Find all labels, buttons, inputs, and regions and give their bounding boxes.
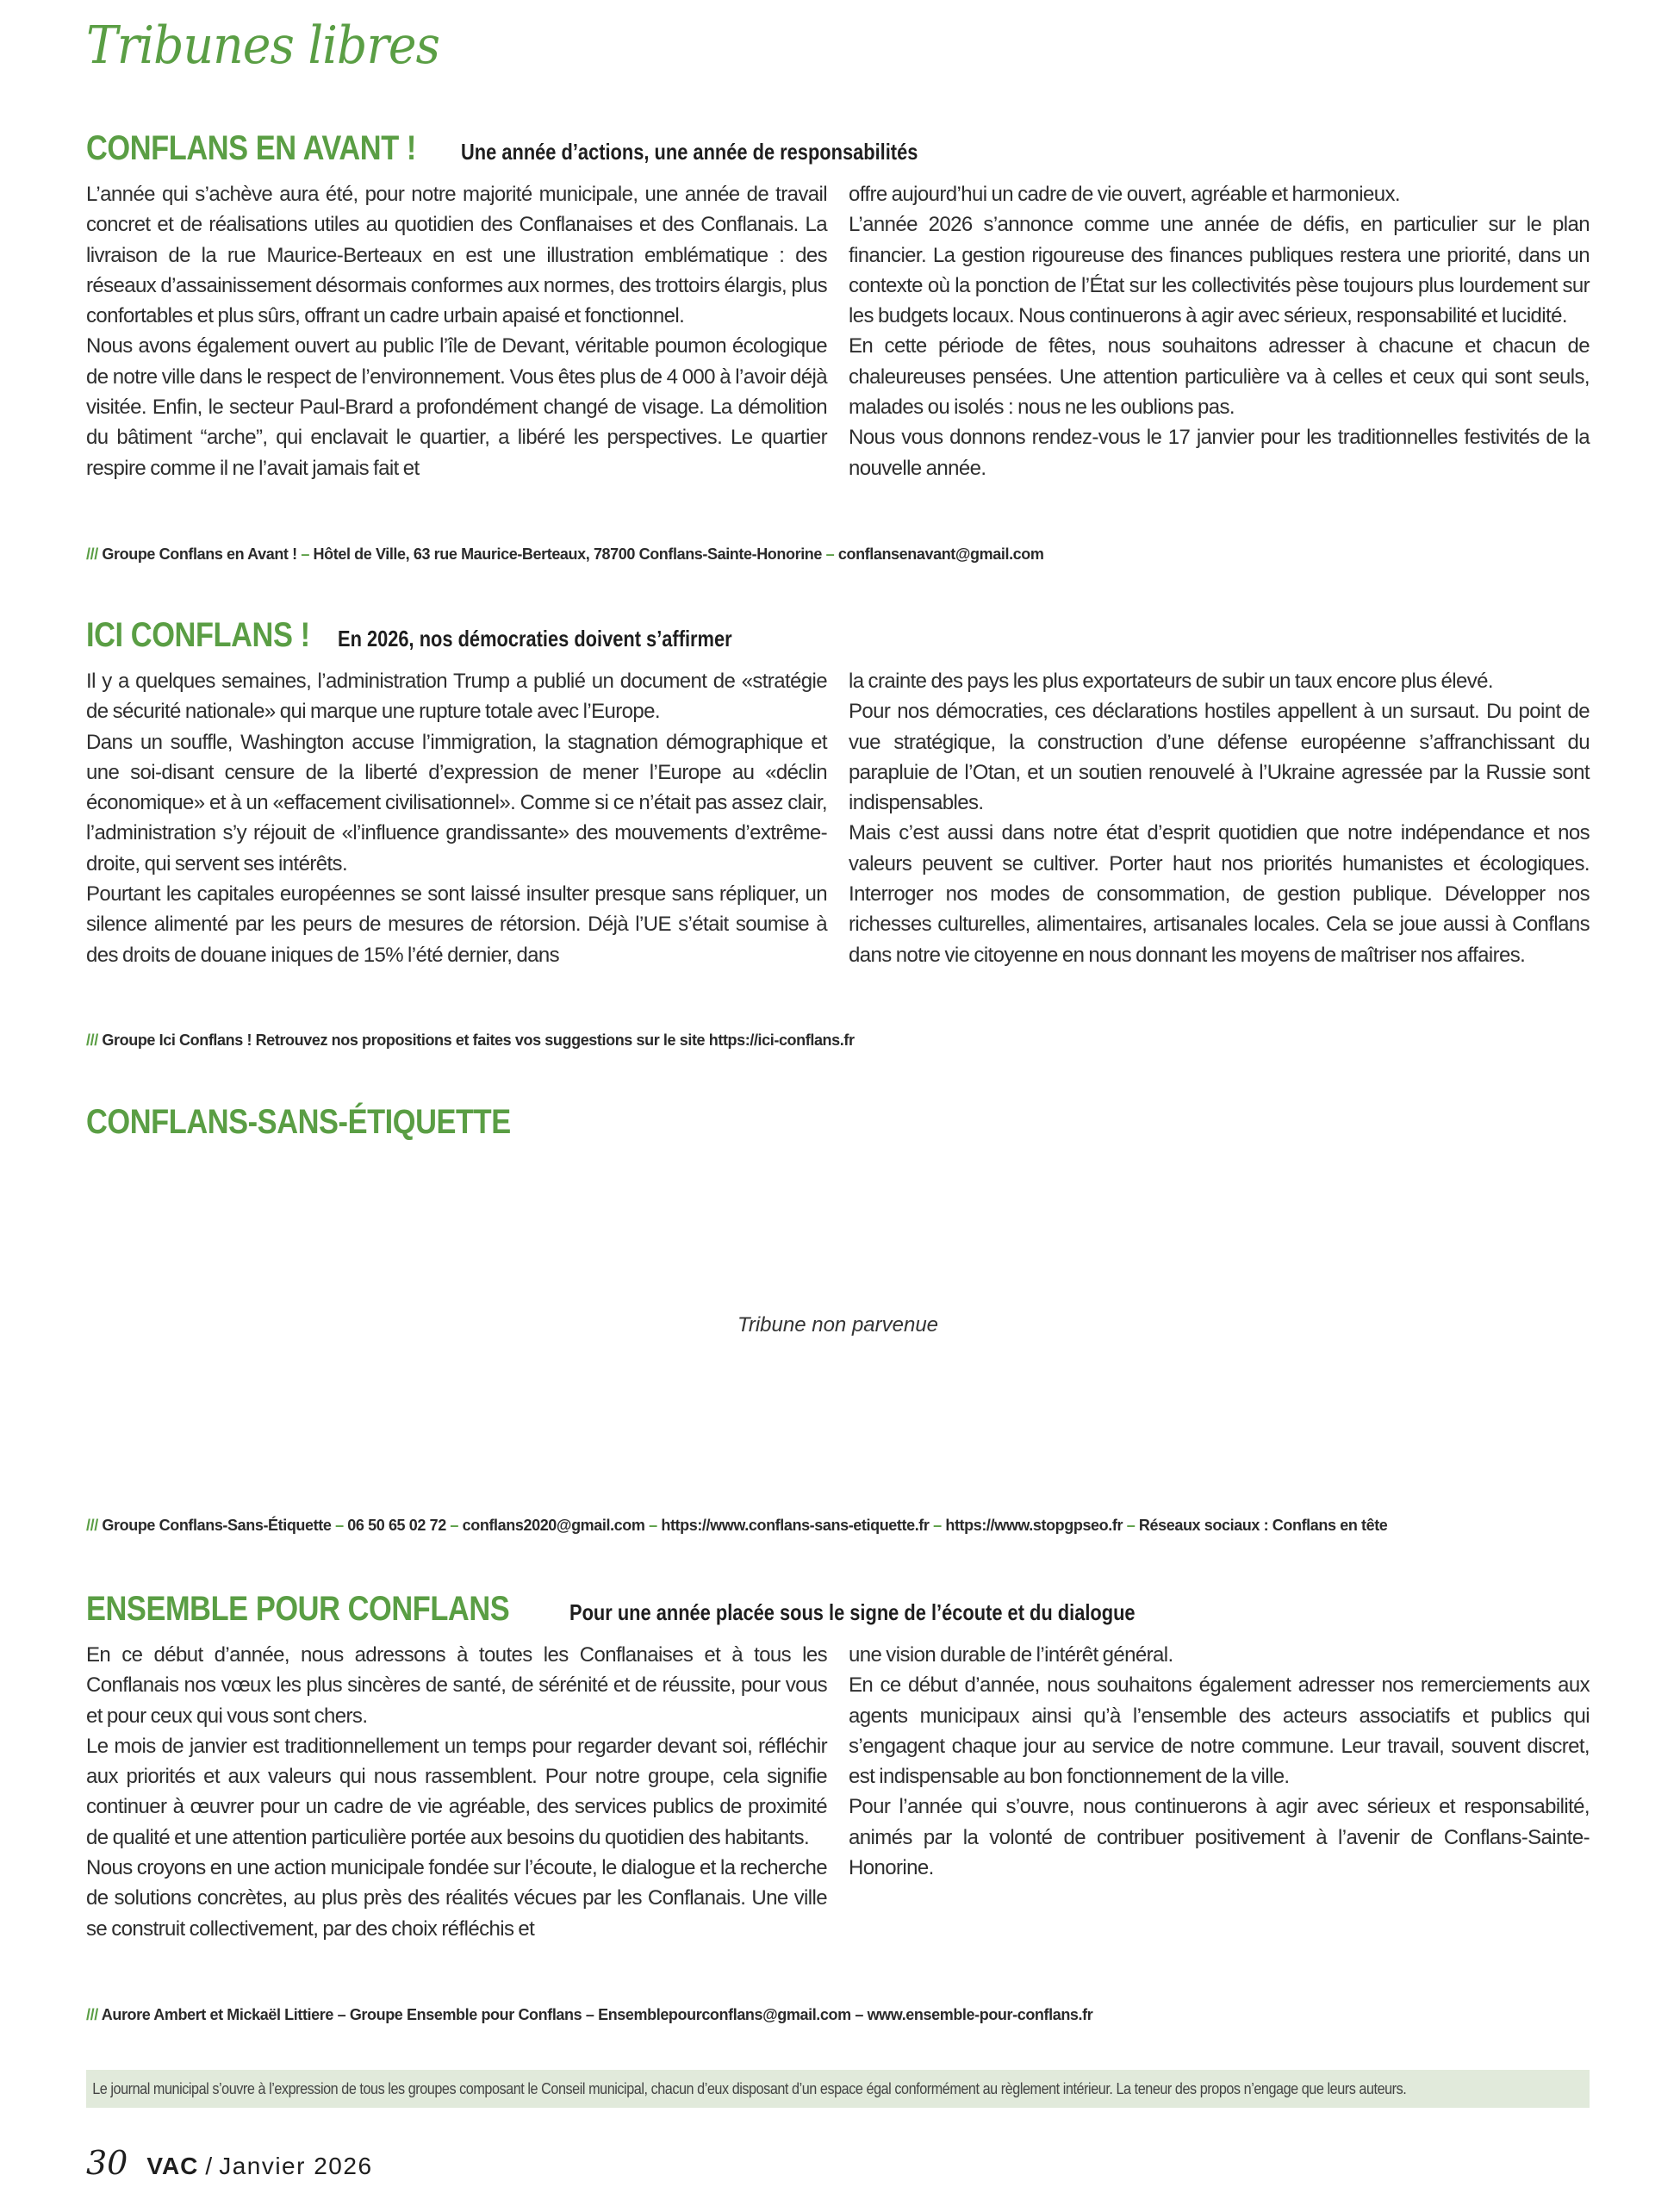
separator: –	[825, 545, 835, 563]
signature-website-2[interactable]: https://www.stopgpseo.fr	[945, 1517, 1123, 1534]
section-subtitle: Pour une année placée sous le signe de l’écoute et du dialogue	[569, 1599, 1136, 1625]
signature-authors: Aurore Ambert et Mickaël Littiere	[101, 2006, 333, 2023]
left-column	[86, 1640, 827, 1944]
tribune-ici-conflans	[86, 616, 1590, 1049]
signature-group: Groupe Ensemble pour Conflans	[349, 2006, 582, 2023]
missing-tribune-notice: Tribune non parvenue	[737, 1313, 939, 1337]
paragraph: Nous croyons en une action municipale fondée sur l’écoute, le dialogue et la recherche de solutions concrètes, au plus près des réalités vécues par les Conflanais. Une ville se construit collectivement, par des choix réfléchis et	[86, 1856, 827, 1941]
separator: –	[933, 1517, 942, 1534]
disclaimer-text: Le journal municipal s’ouvre à l’expression de tous les groupes composant le Conseil municipal, chacun d’eux disposant d’un espace égal conformément au règlement intérieur. La teneur des propos n’engage que leurs auteurs.	[92, 2079, 1407, 2097]
page-title: Tribunes libres	[86, 16, 440, 76]
paragraph: Pourtant les capitales européennes se sont laissé insulter presque sans répliquer, un silence alimenté par les peurs de mesures de rétorsion. Déjà l’UE s’était soumise à des droits de douane iniques de 15% l’été dernier, dans	[86, 882, 827, 967]
separator: –	[335, 1517, 344, 1534]
signature-email[interactable]: Ensemblepourconflans@gmail.com	[598, 2006, 851, 2023]
group-signature	[86, 1031, 855, 1050]
paragraph: une vision durable de l’intérêt général.	[849, 1643, 1173, 1667]
paragraph: L’année 2026 s’annonce comme une année de défis, en particulier sur le plan financier. La gestion rigoureuse des finances publiques restera une priorité, dans un contexte où la ponction de l’État sur les collectivités pèse toujours plus lourdement sur les budgets locaux. Nous continuerons à agir avec sérieux, responsabilité et lucidité.	[849, 213, 1590, 328]
signature-social: Réseaux sociaux : Conflans en tête	[1138, 1517, 1388, 1534]
paragraph: Pour l’année qui s’ouvre, nous continuerons à agir avec sérieux et responsabilité, animés par la volonté de contribuer positivement à l’avenir de Conflans-Sainte-Honorine.	[849, 1795, 1590, 1880]
signature-email[interactable]: conflans2020@gmail.com	[462, 1517, 645, 1534]
issue-date: Janvier 2026	[219, 2153, 373, 2179]
text-columns	[86, 179, 1590, 483]
signature-group: Groupe Conflans-Sans-Étiquette	[102, 1517, 332, 1534]
paragraph: Mais c’est aussi dans notre état d’esprit quotidien que notre indépendance et nos valeurs peuvent se cultiver. Porter haut nos priorités humanistes et écologiques. Interroger nos modes de consommation, de gestion publique. Développer nos richesses culturelles, alimentaires, artisanales locales. Cela se joue aussi à Conflans dans notre vie citoyenne en nous donnant les moyens de maîtriser nos affaires.	[849, 821, 1590, 967]
right-column	[849, 179, 1590, 483]
text-columns	[86, 666, 1590, 970]
section-subtitle: En 2026, nos démocraties doivent s’affirmer	[337, 626, 732, 651]
paragraph: En cette période de fêtes, nous souhaitons adresser à chacune et chacun de chaleureuses pensées. Une attention particulière va à celles et ceux qui sont seuls, malades ou isolés : nous ne les oublions pas.	[849, 334, 1590, 420]
signature-phone: 06 50 65 02 72	[347, 1517, 446, 1534]
signature-website[interactable]: https://www.conflans-sans-etiquette.fr	[661, 1517, 930, 1534]
separator: –	[301, 545, 309, 563]
section-header	[86, 1103, 1590, 1148]
signature-address: Hôtel de Ville, 63 rue Maurice-Berteaux, 78700 Conflans-Sainte-Honorine	[313, 545, 823, 563]
signature-email[interactable]: conflansenavant@gmail.com	[837, 545, 1044, 563]
signature-text: Groupe Ici Conflans ! Retrouvez nos propositions et faites vos suggestions sur le site https://ici-conflans.fr	[102, 1031, 855, 1049]
group-name: ICI CONFLANS !	[86, 616, 310, 654]
group-name: CONFLANS EN AVANT !	[86, 129, 416, 167]
section-header	[86, 1590, 1590, 1635]
section-header	[86, 616, 1590, 661]
separator: –	[337, 2006, 346, 2023]
left-column	[86, 666, 827, 970]
paragraph: Pour nos démocraties, ces déclarations hostiles appellent à un sursaut. Du point de vue stratégique, la construction d’une défense européenne s’affranchissant du parapluie de l’Otan, et un soutien renouvelé à l’Ukraine agressée par la Russie sont indispensables.	[849, 700, 1590, 815]
right-column	[849, 666, 1590, 970]
group-name: CONFLANS-SANS-ÉTIQUETTE	[86, 1103, 511, 1141]
page-number: 30	[86, 2144, 128, 2182]
section-header	[86, 129, 1590, 174]
paragraph: Le mois de janvier est traditionnellement un temps pour regarder devant soi, réfléchir aux priorités et aux valeurs qui nous rassemblent. Pour notre groupe, cela signifie continuer à œuvrer pour un cadre de vie agréable, des services publics de proximité de qualité et une attention particulière portée aux besoins du quotidien des habitants.	[86, 1734, 827, 1849]
group-name: ENSEMBLE POUR CONFLANS	[86, 1590, 510, 1628]
page-footer	[86, 2144, 373, 2182]
slashes-marker: ///	[86, 1031, 98, 1049]
paragraph: Nous vous donnons rendez-vous le 17 janvier pour les traditionnelles festivités de la nouvelle année.	[849, 426, 1590, 480]
separator: –	[1126, 1517, 1136, 1534]
paragraph: Nous avons également ouvert au public l’île de Devant, véritable poumon écologique de notre ville dans le respect de l’environnement. Vous êtes plus de 4 000 à l’avoir déjà visitée. Enfin, le secteur Paul-Brard a profondément changé de visage. La démolition du bâtiment “arche”, qui enclavait le quartier, a libéré les perspectives. Le quartier respire comme il ne l’avait jamais fait et	[86, 334, 827, 480]
separator: –	[450, 1517, 459, 1534]
group-signature	[86, 1517, 1387, 1535]
section-subtitle: Une année d’actions, une année de responsabilités	[461, 139, 918, 165]
paragraph: En ce début d’année, nous souhaitons également adresser nos remerciements aux agents municipaux ainsi qu’à l’ensemble des acteurs associatifs et publics qui s’engagent chaque jour au service de notre commune. Leur travail, souvent discret, est indispensable au bon fonctionnement de la ville.	[849, 1673, 1590, 1789]
left-column	[86, 179, 827, 483]
slashes-marker: ///	[86, 2006, 98, 2023]
tribune-conflans-sans-etiquette	[86, 1103, 1590, 1534]
separator: –	[855, 2006, 863, 2023]
separator: –	[649, 1517, 657, 1534]
editorial-disclaimer	[86, 2070, 1590, 2108]
signature-group: Groupe Conflans en Avant !	[102, 545, 297, 563]
group-signature	[86, 2006, 1092, 2024]
paragraph: la crainte des pays les plus exportateurs de subir un taux encore plus élevé.	[849, 670, 1493, 693]
slashes-marker: ///	[86, 1517, 98, 1534]
group-signature	[86, 545, 1043, 564]
signature-website[interactable]: www.ensemble-pour-conflans.fr	[867, 2006, 1093, 2023]
paragraph: Il y a quelques semaines, l’administration Trump a publié un document de «stratégie de sécurité nationale» qui marque une rupture totale avec l’Europe.	[86, 670, 827, 724]
right-column	[849, 1640, 1590, 1944]
magazine-name: VAC	[146, 2153, 199, 2179]
paragraph: L’année qui s’achève aura été, pour notre majorité municipale, une année de travail concret et de réalisations utiles au quotidien des Conflanaises et des Conflanais. La livraison de la rue Maurice-Berteaux en est une illustration emblématique : des réseaux d’assainissement désormais conformes aux normes, des trottoirs élargis, plus confortables et plus sûrs, offrant un cadre urbain apaisé et fonctionnel.	[86, 183, 827, 328]
tribune-ensemble-pour-conflans	[86, 1590, 1590, 2023]
text-columns	[86, 1640, 1590, 1944]
tribune-conflans-en-avant	[86, 129, 1590, 563]
slashes-marker: ///	[86, 545, 98, 563]
paragraph: En ce début d’année, nous adressons à toutes les Conflanaises et à tous les Conflanais nos vœux les plus sincères de santé, de sérénité et de réussite, pour vous et pour ceux qui vous sont chers.	[86, 1643, 827, 1728]
separator: –	[585, 2006, 594, 2023]
paragraph: offre aujourd’hui un cadre de vie ouvert, agréable et harmonieux.	[849, 183, 1400, 206]
footer-slash: /	[205, 2153, 213, 2179]
paragraph: Dans un souffle, Washington accuse l’immigration, la stagnation démographique et une soi-disant censure de la liberté d’expression de mener l’Europe au «déclin économique» et à un «effacement civilisationnel». Comme si ce n’était pas assez clair, l’administration s’y réjouit de «l’influence grandissante» des mouvements d’extrême-droite, qui servent ses intérêts.	[86, 730, 827, 876]
